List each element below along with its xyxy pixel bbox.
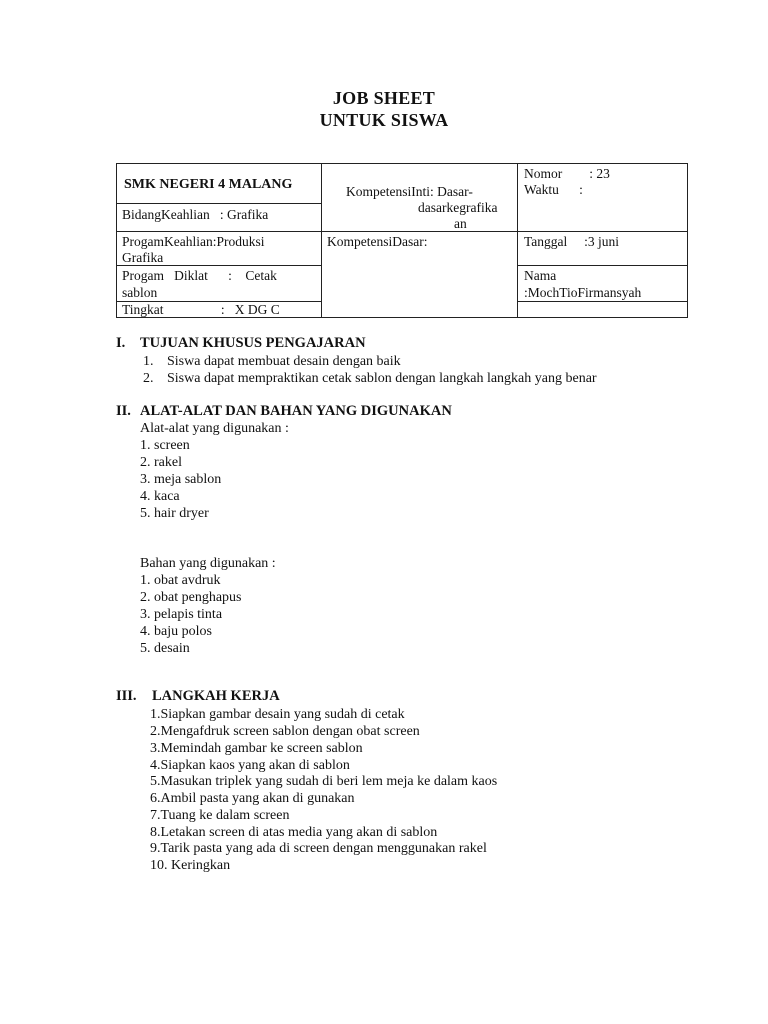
school-name: SMK NEGERI 4 MALANG: [124, 177, 293, 192]
section-2-title: ALAT-ALAT DAN BAHAN YANG DIGUNAKAN: [140, 403, 452, 419]
nomor: Nomor : 23: [524, 166, 610, 181]
nama-value: :MochTioFirmansyah: [524, 285, 642, 300]
section-3-heading: [116, 688, 280, 705]
table-row-line: [116, 231, 688, 232]
progam-diklat-line2: sablon: [122, 285, 158, 300]
table-divider-col1: [321, 163, 322, 318]
alat-item: 2. rakel: [140, 455, 182, 470]
objective-number: 2.: [143, 371, 154, 386]
bahan-item: 4. baju polos: [140, 624, 212, 639]
tanggal: Tanggal :3 juni: [524, 234, 620, 249]
alat-item: 1. screen: [140, 438, 190, 453]
objective-text: Siswa dapat mempraktikan cetak sablon dengan langkah langkah yang benar: [167, 371, 597, 386]
step-item: 2.Mengafdruk screen sablon dengan obat screen: [150, 724, 420, 739]
objective-text: Siswa dapat membuat desain dengan baik: [167, 354, 401, 369]
section-2-number: II.: [116, 403, 131, 419]
step-item: 7.Tuang ke dalam screen: [150, 808, 290, 823]
kompetensi-inti-line1: KompetensiInti: Dasar-: [346, 184, 473, 199]
page-subtitle: UNTUK SISWA: [319, 110, 449, 130]
bahan-label: Bahan yang digunakan :: [140, 556, 276, 571]
alat-label: Alat-alat yang digunakan :: [140, 421, 289, 436]
section-3-number: III.: [116, 688, 137, 704]
table-border-left: [116, 163, 117, 318]
bahan-item: 3. pelapis tinta: [140, 607, 223, 622]
step-item: 4.Siapkan kaos yang akan di sablon: [150, 758, 350, 773]
progam-diklat-line1: Progam Diklat : Cetak: [122, 268, 277, 283]
tingkat: Tingkat : X DG C: [122, 302, 280, 317]
section-1-heading: [116, 335, 366, 352]
step-item: 10. Keringkan: [150, 858, 231, 873]
table-divider-col2: [517, 163, 518, 318]
step-item: 3.Memindah gambar ke screen sablon: [150, 741, 363, 756]
section-1-number: I.: [116, 335, 126, 351]
section-3-title: LANGKAH KERJA: [152, 688, 280, 704]
header-table: [116, 163, 688, 318]
bahan-item: 5. desain: [140, 641, 190, 656]
page-title: JOB SHEET: [332, 88, 436, 108]
alat-item: 3. meja sablon: [140, 472, 222, 487]
step-item: 9.Tarik pasta yang ada di screen dengan menggunakan rakel: [150, 841, 487, 856]
step-item: 1.Siapkan gambar desain yang sudah di cetak: [150, 707, 405, 722]
progam-keahlian-line2: Grafika: [122, 250, 164, 265]
bahan-item: 2. obat penghapus: [140, 590, 242, 605]
kompetensi-inti-line2: dasarkegrafika: [418, 200, 498, 215]
section-1-title: TUJUAN KHUSUS PENGAJARAN: [140, 335, 366, 351]
table-border-top: [116, 163, 688, 164]
table-row-line: [517, 301, 688, 302]
step-item: 6.Ambil pasta yang akan di gunakan: [150, 791, 355, 806]
objective-item: [143, 353, 401, 370]
table-border-right: [687, 163, 688, 318]
alat-item: 4. kaca: [140, 489, 180, 504]
progam-keahlian-line1: ProgamKeahlian:Produksi: [122, 234, 265, 249]
step-item: 8.Letakan screen di atas media yang akan di sablon: [150, 825, 438, 840]
kompetensi-dasar: KompetensiDasar:: [327, 234, 428, 249]
nama-label: Nama: [524, 268, 557, 283]
objective-item: [143, 370, 597, 387]
objective-number: 1.: [143, 354, 154, 369]
table-row-line: [517, 265, 688, 266]
step-item: 5.Masukan triplek yang sudah di beri lem meja ke dalam kaos: [150, 774, 498, 789]
alat-item: 5. hair dryer: [140, 506, 209, 521]
bahan-item: 1. obat avdruk: [140, 573, 221, 588]
table-row-line: [116, 203, 322, 204]
waktu: Waktu :: [524, 182, 583, 197]
kompetensi-inti-line3: an: [454, 216, 467, 231]
bidang-keahlian: BidangKeahlian : Grafika: [122, 207, 269, 222]
section-2-heading: [116, 403, 452, 420]
